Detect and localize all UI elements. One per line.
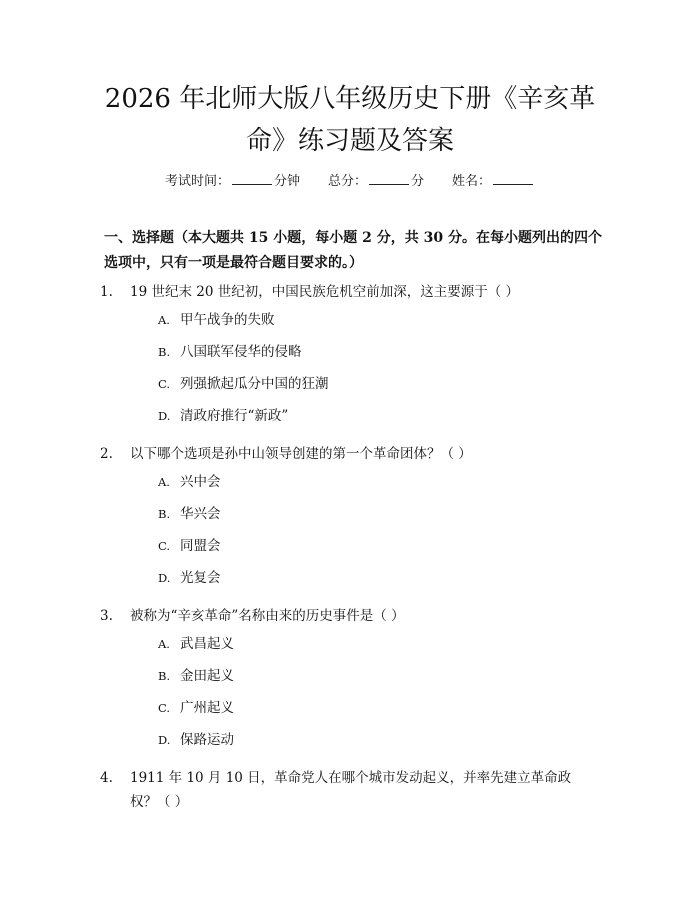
question-text: 19 世纪末 20 世纪初，中国民族危机空前加深，这主要源于（ ） xyxy=(130,284,520,300)
option-a xyxy=(158,304,700,336)
option-letter: D. xyxy=(158,409,171,423)
question-stem xyxy=(100,442,590,466)
question-number: 4. xyxy=(100,770,113,786)
exam-time-blank xyxy=(232,172,272,185)
option-text: 广州起义 xyxy=(180,700,234,716)
option-letter: B. xyxy=(158,345,171,359)
question-number: 3. xyxy=(100,608,113,624)
question-number: 2. xyxy=(100,446,113,462)
option-text: 华兴会 xyxy=(180,506,221,522)
option-d xyxy=(158,562,700,594)
option-letter: C. xyxy=(158,701,171,715)
option-letter: A. xyxy=(158,475,170,489)
option-letter: C. xyxy=(158,377,171,391)
document-title xyxy=(95,78,605,162)
option-text: 兴中会 xyxy=(180,474,221,490)
student-name-blank xyxy=(493,172,533,185)
option-c xyxy=(158,368,700,400)
option-letter: D. xyxy=(158,571,171,585)
question-1 xyxy=(0,280,700,442)
question-text: 被称为“辛亥革命”名称由来的历史事件是（ ） xyxy=(130,608,405,624)
option-text: 金田起义 xyxy=(180,668,234,684)
option-text: 清政府推行“新政” xyxy=(180,408,289,424)
option-text: 光复会 xyxy=(180,570,221,586)
question-stem xyxy=(100,766,590,814)
section-heading: 一、选择题（本大题共 15 小题，每小题 2 分，共 30 分。在每小题列出的四个选项中，只有一项是最符合题目要求的。） xyxy=(104,230,602,271)
exam-time-unit: 分钟 xyxy=(273,174,300,189)
option-letter: A. xyxy=(158,637,170,651)
student-name-label: 姓名： xyxy=(452,174,492,189)
exam-time-field xyxy=(165,170,300,189)
option-d xyxy=(158,724,700,756)
option-b xyxy=(158,336,700,368)
option-c xyxy=(158,530,700,562)
question-text: 1911 年 10 月 10 日，革命党人在哪个城市发动起义，并率先建立革命政权？（ ） xyxy=(130,770,572,810)
option-a xyxy=(158,628,700,660)
option-d xyxy=(158,400,700,432)
total-score-unit: 分 xyxy=(411,174,425,189)
question-number: 1. xyxy=(100,284,113,300)
option-text: 八国联军侵华的侵略 xyxy=(180,344,302,360)
title-line-1: 2026 年北师大版八年级历史下册《辛亥革 xyxy=(104,84,596,114)
title-line-2: 命》练习题及答案 xyxy=(245,126,454,156)
exam-info-row xyxy=(0,170,700,189)
option-letter: B. xyxy=(158,669,171,683)
option-text: 保路运动 xyxy=(180,732,234,748)
option-letter: B. xyxy=(158,507,171,521)
question-3 xyxy=(0,604,700,766)
question-text: 以下哪个选项是孙中山领导创建的第一个革命团体？（ ） xyxy=(130,446,472,462)
question-2 xyxy=(0,442,700,604)
question-stem xyxy=(100,604,590,628)
option-text: 甲午战争的失败 xyxy=(180,312,275,328)
option-letter: C. xyxy=(158,539,171,553)
total-score-field xyxy=(328,170,424,189)
total-score-blank xyxy=(369,172,409,185)
question-list xyxy=(0,280,700,814)
option-text: 列强掀起瓜分中国的狂潮 xyxy=(180,376,329,392)
option-b xyxy=(158,498,700,530)
exam-time-label: 考试时间： xyxy=(164,174,230,189)
student-name-field xyxy=(452,170,535,189)
question-4 xyxy=(0,766,700,814)
option-b xyxy=(158,660,700,692)
total-score-label: 总分： xyxy=(327,174,367,189)
question-stem xyxy=(100,280,590,304)
option-a xyxy=(158,466,700,498)
option-text: 同盟会 xyxy=(180,538,221,554)
option-c xyxy=(158,692,700,724)
option-letter: D. xyxy=(158,733,171,747)
option-letter: A. xyxy=(158,313,170,327)
option-text: 武昌起义 xyxy=(180,636,234,652)
